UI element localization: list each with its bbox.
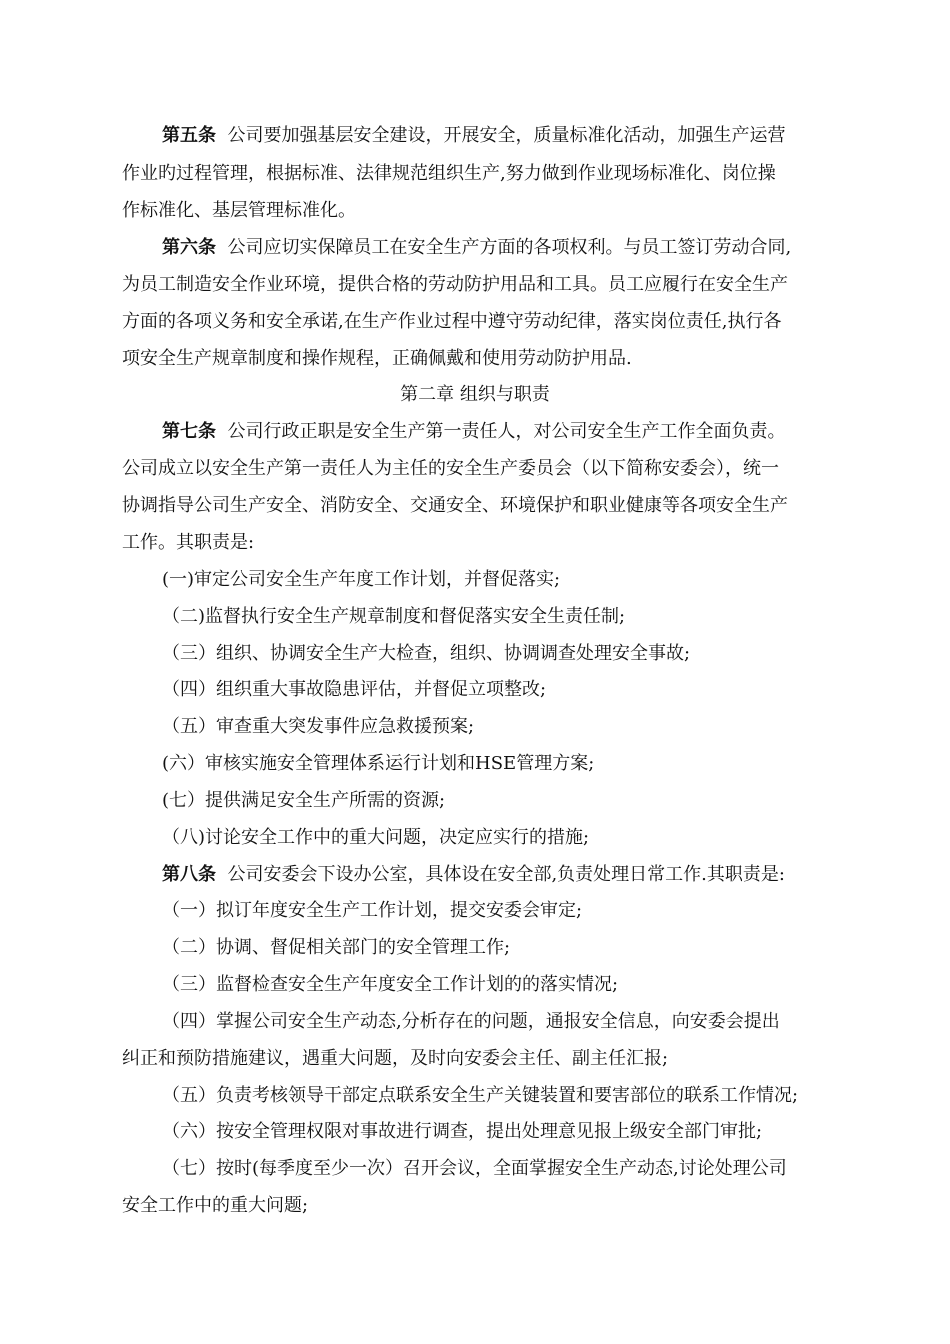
article-7-line-3: 协调指导公司生产安全、消防安全、交通安全、环境保护和职业健康等各项安全生产 [122, 495, 788, 516]
article-6-line-1: 第六条 公司应切实保障员工在安全生产方面的各项权利。与员工签订劳动合同, [162, 237, 792, 258]
list-item: （七）按时(每季度至少一次）召开会议，全面掌握安全生产动态,讨论处理公司 [162, 1158, 787, 1179]
chapter-heading: 第二章 组织与职责 [400, 384, 550, 405]
list-item: (一)审定公司安全生产年度工作计划，并督促落实; [162, 569, 561, 590]
list-item-continuation: 纠正和预防措施建议，遇重大问题，及时向安委会主任、副主任汇报; [122, 1048, 669, 1069]
article-label: 第五条 [162, 125, 216, 146]
article-5-line-3: 作标准化、基层管理标准化。 [122, 200, 356, 221]
list-item: （三）组织、协调安全生产大检查，组织、协调调查处理安全事故; [162, 643, 691, 664]
article-5-line-1: 第五条 公司要加强基层安全建设，开展安全，质量标准化活动，加强生产运营 [162, 125, 786, 146]
article-5-line-2: 作业旳过程管理，根据标准、法律规范组织生产,努力做到作业现场标准化、岗位操 [122, 163, 776, 184]
list-item: （二)监督执行安全生产规章制度和督促落实安全生责任制; [162, 606, 626, 627]
article-label: 第七条 [162, 421, 216, 442]
article-7-line-1: 第七条 公司行政正职是安全生产第一责任人，对公司安全生产工作全面负责。 [162, 421, 786, 442]
article-6-line-4: 项安全生产规章制度和操作规程，正确佩戴和使用劳动防护用品. [122, 348, 632, 369]
list-item: （二）协调、督促相关部门的安全管理工作; [162, 937, 511, 958]
article-label: 第八条 [162, 864, 216, 885]
list-item: （八)讨论安全工作中的重大问题，决定应实行的措施; [162, 827, 590, 848]
list-item: （五）审查重大突发事件应急救援预案; [162, 716, 475, 737]
list-item: （四）掌握公司安全生产动态,分析存在的问题，通报安全信息，向安委会提出 [162, 1011, 780, 1032]
list-item: （六）按安全管理权限对事故进行调查，提出处理意见报上级安全部门审批; [162, 1121, 763, 1142]
article-6-line-2: 为员工制造安全作业环境，提供合格的劳动防护用品和工具。员工应履行在安全生产 [122, 274, 788, 295]
article-label: 第六条 [162, 237, 216, 258]
list-item: (七）提供满足安全生产所需的资源; [162, 790, 446, 811]
article-8-line-1: 第八条 公司安委会下设办公室，具体设在安全部,负责处理日常工作.其职责是: [162, 864, 785, 885]
list-item-continuation: 安全工作中的重大问题; [122, 1195, 309, 1216]
list-item: （五）负责考核领导干部定点联系安全生产关键装置和要害部位的联系工作情况; [162, 1085, 799, 1106]
list-item: （三）监督检查安全生产年度安全工作计划的的落实情况; [162, 974, 619, 995]
list-item: （四）组织重大事故隐患评估，并督促立项整改; [162, 679, 547, 700]
article-7-line-4: 工作。其职责是: [122, 532, 255, 553]
list-item: (六）审核实施安全管理体系运行计划和HSE管理方案; [162, 753, 595, 774]
list-item: （一）拟订年度安全生产工作计划，提交安委会审定; [162, 900, 583, 921]
article-6-line-3: 方面的各项义务和安全承诺,在生产作业过程中遵守劳动纪律，落实岗位责任,执行各 [122, 311, 782, 332]
article-7-line-2: 公司成立以安全生产第一责任人为主任的安全生产委员会（以下简称安委会），统一 [122, 458, 779, 479]
